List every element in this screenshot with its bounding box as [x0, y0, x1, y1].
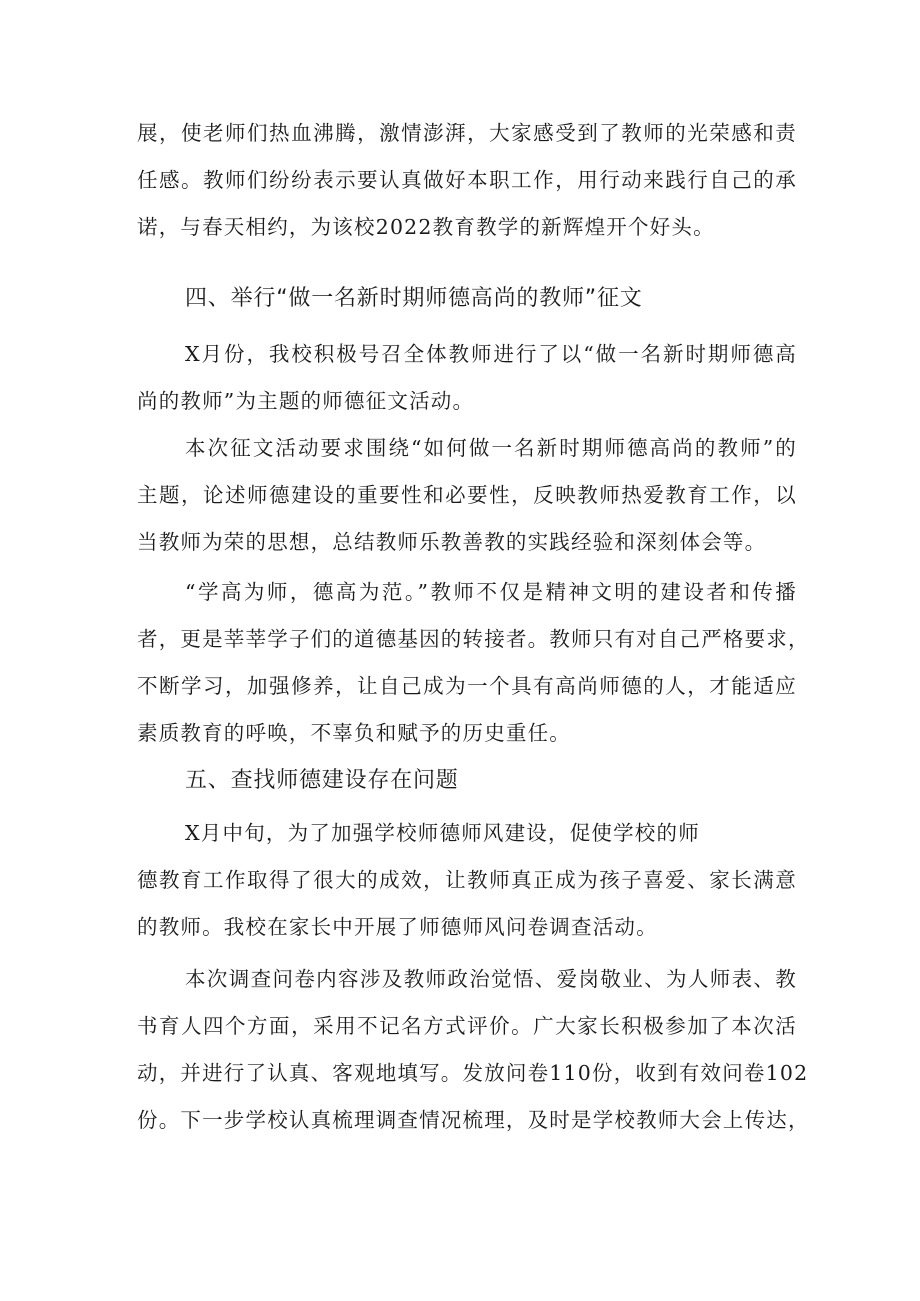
- paragraph-line: 当教师为荣的思想，总结教师乐教善教的实践经验和深刻体会等。: [137, 530, 767, 554]
- paragraph-line: 本次调查问卷内容涉及教师政治觉悟、爱岗敬业、为人师表、教: [185, 967, 797, 991]
- paragraph-line: 诺，与春天相约，为该校2022教育教学的新辉煌开个好头。: [137, 215, 715, 239]
- paragraph-line: “学高为师，德高为范。”教师不仅是精神文明的建设者和传播: [185, 580, 797, 604]
- paragraph-line: 书育人四个方面，采用不记名方式评价。广大家长积极参加了本次活: [137, 1014, 797, 1038]
- paragraph-line: 展，使老师们热血沸腾，激情澎湃，大家感受到了教师的光荣感和责: [137, 121, 797, 145]
- paragraph-line: 主题，论述师德建设的重要性和必要性，反映教师热爱教育工作，以: [137, 483, 797, 507]
- paragraph-line: 任感。教师们纷纷表示要认真做好本职工作，用行动来践行自己的承: [137, 168, 797, 192]
- paragraph-line: 素质教育的呼唤，不辜负和赋予的历史重任。: [137, 721, 571, 745]
- paragraph-line: 尚的教师”为主题的师德征文活动。: [137, 389, 475, 413]
- paragraph-line: X月份，我校积极号召全体教师进行了以“做一名新时期师德高: [185, 342, 797, 366]
- section-heading: 五、查找师德建设存在问题: [185, 768, 459, 793]
- paragraph-line: 本次征文活动要求围绕“如何做一名新时期师德高尚的教师”的: [185, 436, 797, 460]
- paragraph-line: 不断学习，加强修养，让自己成为一个具有高尚师德的人，才能适应: [137, 674, 797, 698]
- paragraph-line: X月中旬，为了加强学校师德师风建设，促使学校的师: [185, 821, 700, 845]
- paragraph-line: 动，并进行了认真、客观地填写。发放问卷110份，收到有效问卷102: [137, 1061, 809, 1085]
- paragraph-line: 者，更是莘莘学子们的道德基因的转接者。教师只有对自己严格要求，: [137, 627, 810, 651]
- paragraph-line: 份。下一步学校认真梳理调查情况梳理，及时是学校教师大会上传达，: [137, 1108, 810, 1132]
- paragraph-line: 德教育工作取得了很大的成效，让教师真正成为孩子喜爱、家长满意: [137, 868, 797, 892]
- section-heading: 四、举行“做一名新时期师德高尚的教师”征文: [185, 286, 643, 311]
- paragraph-line: 的教师。我校在家长中开展了师德师风问卷调查活动。: [137, 915, 658, 939]
